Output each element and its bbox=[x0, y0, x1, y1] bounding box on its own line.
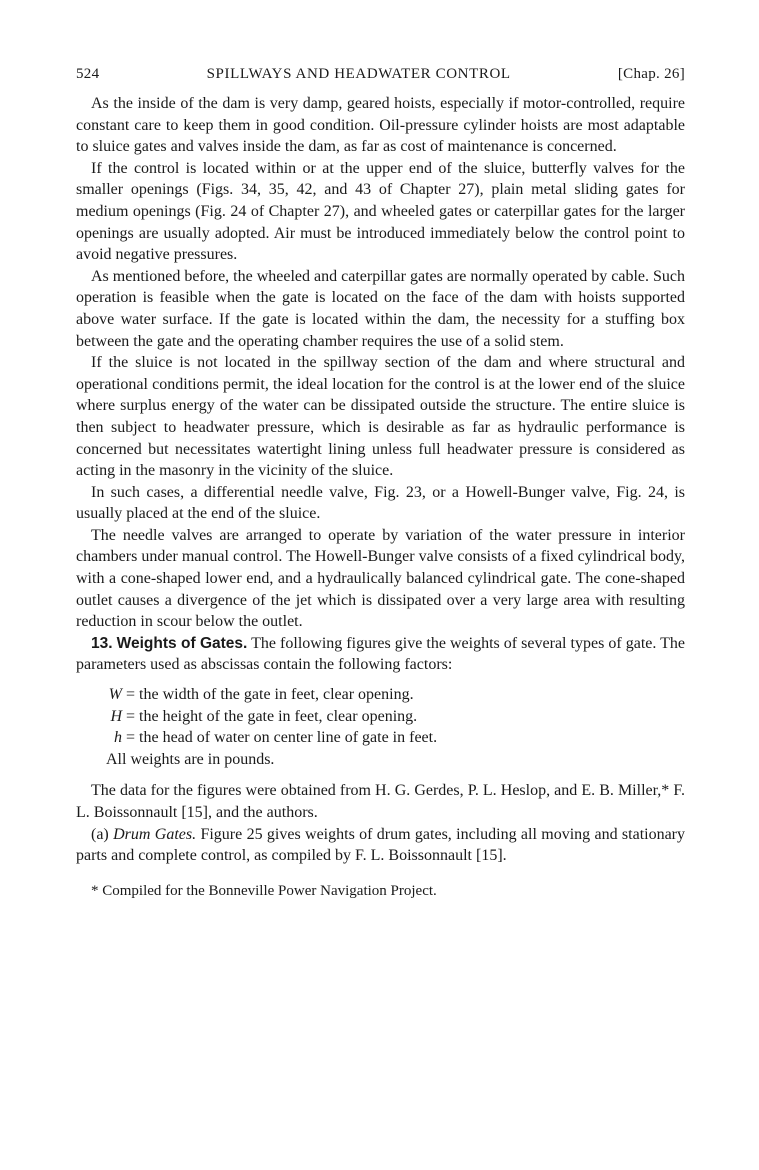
paragraph: The needle valves are arranged to operate by variation of the water pressure in interior chambers under manual control. The Howell-Bunger valve consists of a fixed cylindrical body, with a cone-shaped lower end, and a hydraulically balanced cylindrical gate. The cone-shaped outlet causes a divergence of the jet which is dissipated over a very large area with resulting reduction in scour below the outlet. bbox=[76, 526, 685, 631]
definition-symbol: W bbox=[108, 686, 122, 704]
section-title: Weights of Gates. bbox=[116, 634, 248, 652]
chapter-label: [Chap. 26] bbox=[617, 66, 685, 82]
definition-text: = the head of water on center line of gate in feet. bbox=[122, 729, 438, 747]
paragraph: As mentioned before, the wheeled and caterpillar gates are normally operated by cable. Such operation is feasible when the gate is located on the face of the dam with hoists supported above water surface. If the gate is located within the dam, the necessity for a stuffing box between the gate and the operating chamber requires the use of a solid stem. bbox=[76, 267, 685, 350]
section-text: The following figures give the weights of several types of gate. The parameters used as abscissas contain the following factors: bbox=[76, 634, 686, 674]
paragraph: In such cases, a differential needle valve, Fig. 23, or a Howell-Bunger valve, Fig. 24, is usually placed at the end of the sluice. bbox=[76, 483, 685, 523]
body-text bbox=[76, 93, 685, 901]
section-number: 13. bbox=[91, 634, 113, 652]
data-source-paragraph: The data for the figures were obtained from H. G. Gerdes, P. L. Heslop, and E. B. Miller,* F. L. Boissonnault [15], and the authors. bbox=[76, 782, 685, 821]
drum-text: Figure 25 gives weights of drum gates, including all moving and stationary parts and complete control, as compiled by F. L. Boissonnault [15]. bbox=[76, 825, 686, 865]
page-number: 524 bbox=[76, 66, 100, 82]
drum-gates-paragraph bbox=[76, 824, 685, 867]
all-weights-note: All weights are in pounds. bbox=[106, 750, 275, 768]
definitions-list bbox=[106, 684, 685, 770]
running-header bbox=[76, 66, 685, 83]
definition-row bbox=[106, 727, 685, 749]
section-paragraph bbox=[76, 633, 685, 676]
definition-row bbox=[106, 706, 685, 728]
footnote: * Compiled for the Bonneville Power Navigation Project. bbox=[91, 882, 437, 899]
running-title: SPILLWAYS AND HEADWATER CONTROL bbox=[206, 66, 511, 82]
paragraph: If the sluice is not located in the spillway section of the dam and where structural and operational conditions permit, the ideal location for the control is at the lower end of the sluice where surplus energy of the water can be dissipated outside the structure. The entire sluice is then subject to headwater pressure, which is desirable as far as hydraulic performance is concerned but necessitates watertight lining unless full headwater pressure is considered as acting in the masonry in the vicinity of the sluice. bbox=[76, 354, 685, 480]
paragraph: If the control is located within or at the upper end of the sluice, butterfly valves for the smaller openings (Figs. 34, 35, 42, and 43 of Chapter 27), plain metal sliding gates for medium openings (Fig. 24 of Chapter 27), and wheeled gates or caterpillar gates for the larger openings are usually adopted. Air must be introduced immediately below the control point to avoid negative pressures. bbox=[76, 159, 685, 264]
drum-title: Drum Gates. bbox=[113, 825, 197, 843]
drum-label: (a) bbox=[91, 825, 109, 843]
definition-symbol: h bbox=[114, 729, 122, 747]
definition-text: = the height of the gate in feet, clear opening. bbox=[122, 707, 418, 725]
definition-symbol: H bbox=[110, 707, 122, 725]
paragraph: As the inside of the dam is very damp, geared hoists, especially if motor-controlled, require constant care to keep them in good condition. Oil-pressure cylinder hoists are most adaptable to sluice gates and valves inside the dam, as far as cost of maintenance is concerned. bbox=[76, 95, 685, 156]
definition-row bbox=[106, 684, 685, 706]
definition-text: = the width of the gate in feet, clear opening. bbox=[122, 686, 414, 704]
